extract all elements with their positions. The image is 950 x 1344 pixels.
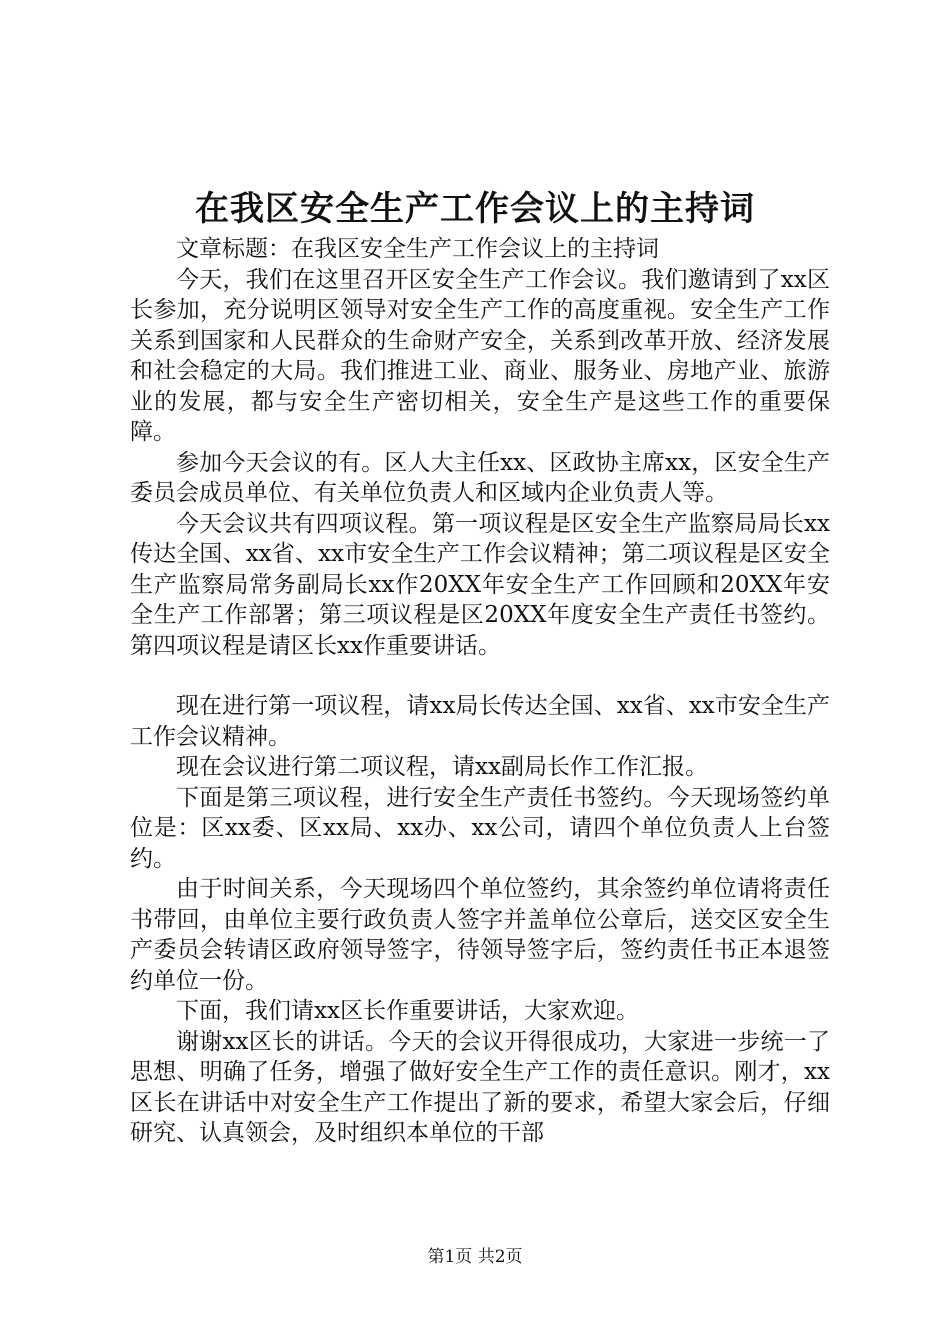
paragraph-agenda-item-4: 下面，我们请xx区长作重要讲话，大家欢迎。	[176, 998, 639, 1024]
paragraph-article-title: 文章标题：在我区安全生产工作会议上的主持词	[176, 236, 659, 262]
paragraph-agenda-item-1: 现在进行第一项议程，请xx局长传达全国、xx省、xx市安全生产工作会议精神。	[130, 693, 830, 750]
paragraph-agenda-item-2: 现在会议进行第二项议程，请xx副局长作工作汇报。	[176, 754, 708, 780]
paragraph-agenda: 今天会议共有四项议程。第一项议程是区安全生产监察局局长xx传达全国、xx省、xx市安全生产工作会议精神；第二项议程是区安全生产监察局常务副局长xx作20XX年安全生产工作回顾和20XX年安全生产工作部署；第三项议程是区20XX年度安全生产责任书签约。第四项议程是请区长xx作重要讲话。	[130, 510, 830, 659]
paragraph-attendees: 参加今天会议的有。区人大主任xx、区政协主席xx，区安全生产委员会成员单位、有关单位负责人和区域内企业负责人等。	[130, 449, 830, 506]
paragraph-opening: 今天，我们在这里召开区安全生产工作会议。我们邀请到了xx区长参加，充分说明区领导对安全生产工作的高度重视。安全生产工作关系到国家和人民群众的生命财产安全，关系到改革开放、经济发展和社会稳定的大局。我们推进工业、商业、服务业、房地产业、旅游业的发展，都与安全生产密切相关，安全生产是这些工作的重要保障。	[130, 266, 830, 445]
paragraph-signing-notes: 由于时间关系，今天现场四个单位签约，其余签约单位请将责任书带回，由单位主要行政负责人签字并盖单位公章后，送交区安全生产委员会转请区政府领导签字，待领导签字后，签约责任书正本退签约单位一份。	[130, 876, 830, 994]
paragraph-agenda-item-3: 下面是第三项议程，进行安全生产责任书签约。今天现场签约单位是：区xx委、区xx局、xx办、xx公司，请四个单位负责人上台签约。	[130, 784, 830, 872]
document-body	[130, 234, 830, 1149]
paragraph-closing: 谢谢xx区长的讲话。今天的会议开得很成功，大家进一步统一了思想、明确了任务，增强了做好安全生产工作的责任意识。刚才，xx区长在讲话中对安全生产工作提出了新的要求，希望大家会后，仔细研究、认真领会，及时组织本单位的干部	[130, 1028, 830, 1146]
document-title: 在我区安全生产工作会议上的主持词	[195, 189, 755, 229]
page-number-footer: 第1页 共2页	[427, 1247, 523, 1267]
